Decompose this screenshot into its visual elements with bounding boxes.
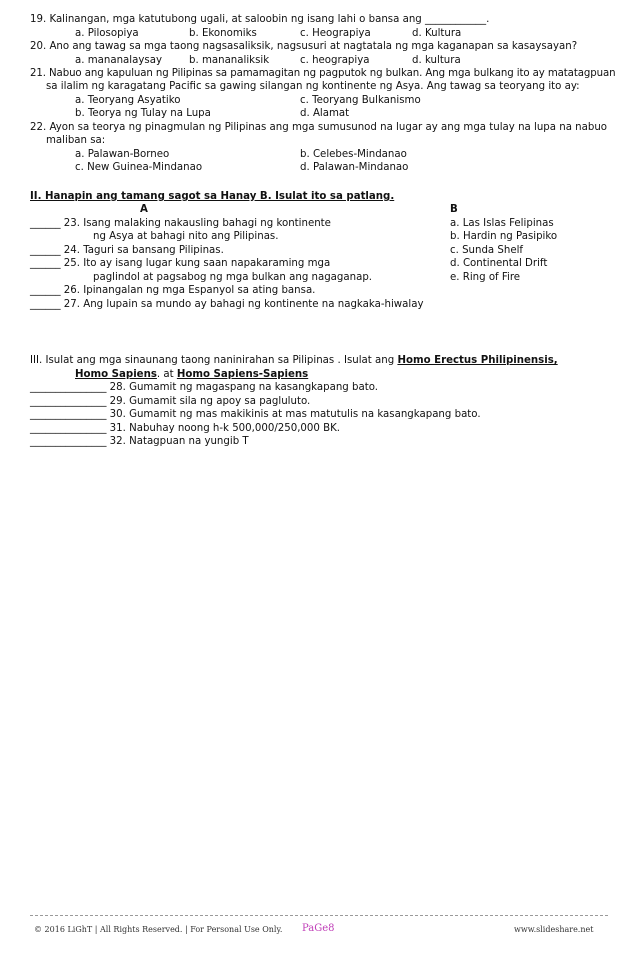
question-22-stem-line1: 22. Ayon sa teorya ng pinagmulan ng Pilipinas ang mga sumusunod na lugar ay ang mga tulay na lupa na nabuo [30,122,608,133]
answer-choice-e: e. Ring of Fire [450,272,521,283]
q22-choice-a: a. Palawan-Borneo [75,149,170,160]
part-3-intro: III. Isulat ang mga sinaunang taong naninirahan sa Pilipinas . Isulat ang [30,355,398,366]
answer-choice-b: b. Hardin ng Pasipiko [450,231,558,242]
answer-choice-c: c. Sunda Shelf [450,245,524,256]
q20-choice-c: c. heograpiya [300,55,370,66]
q22-choice-b: b. Celebes-Mindanao [300,149,407,160]
footer-source: www.slideshare.net [514,925,594,934]
part-2-title: II. Hanapin ang tamang sagot sa Hanay B. Isulat ito sa patlang. [30,191,395,202]
matching-item-23-cont: ng Asya at bahagi nito ang Pilipinas. [93,231,279,242]
q20-choice-b: b. mananaliksik [189,55,270,66]
q19-choice-b: b. Ekonomiks [189,28,257,39]
question-21-stem-line1: 21. Nabuo ang kapuluan ng Pilipinas sa pamamagitan ng pagputok ng bulkan. Ang mga bulkang ito ay matatagpuan [30,68,616,79]
question-21-stem-line2: sa ilalim ng karagatang Pacific sa gawing silangan ng kontinente ng Asya. Ang tawag sa teoryang ito ay: [46,81,580,92]
q22-choice-c: c. New Guinea-Mindanao [75,162,203,173]
matching-item-25-cont: paglindol at pagsabog ng mga bulkan ang nagaganap. [93,272,373,283]
matching-item-27: ______ 27. Ang lupain sa mundo ay bahagi ng kontinente na nagkaka-hiwalay [30,299,424,310]
part-3-instructions [30,354,558,367]
matching-item-25: ______ 25. Ito ay isang lugar kung saan napakaraming mga [30,258,331,269]
fill-item-31: _______________ 31. Nabuhay noong h-k 500,000/250,000 BK. [30,423,341,434]
q21-choice-d: d. Alamat [300,108,350,119]
matching-item-24: ______ 24. Taguri sa bansang Pilipinas. [30,245,224,256]
question-22-stem-line2: maliban sa: [46,135,106,146]
answer-choice-d: d. Continental Drift [450,258,548,269]
column-a-heading: A [140,204,148,215]
fill-item-28: _______________ 28. Gumamit ng magaspang na kasangkapang bato. [30,382,379,393]
page-number-label: PaGe8 [302,923,335,934]
q21-choice-b: b. Teorya ng Tulay na Lupa [75,108,211,119]
fill-item-30: _______________ 30. Gumamit ng mas makikinis at mas matutulis na kasangkapang bato. [30,409,481,420]
term-homo-erectus: Homo Erectus Philipinensis, [397,355,558,366]
q20-choice-a: a. mananalaysay [75,55,162,66]
q21-choice-a: a. Teoryang Asyatiko [75,95,181,106]
question-20-stem: 20. Ano ang tawag sa mga taong nagsasaliksik, nagsusuri at nagtatala ng mga kaganapan sa kasaysayan? [30,41,578,52]
q19-choice-a: a. Pilosopiya [75,28,139,39]
matching-item-26: ______ 26. Ipinangalan ng mga Espanyol sa ating bansa. [30,285,316,296]
term-homo-sapiens: Homo Sapiens [75,369,157,380]
matching-item-23: ______ 23. Isang malaking nakausling bahagi ng kontinente [30,218,331,229]
q19-choice-d: d. Kultura [412,28,462,39]
fill-item-29: _______________ 29. Gumamit sila ng apoy sa pagluluto. [30,396,311,407]
q22-choice-d: d. Palawan-Mindanao [300,162,409,173]
q19-choice-c: c. Heograpiya [300,28,371,39]
q20-choice-d: d. kultura [412,55,461,66]
footer-page-number [302,924,335,934]
term-homo-sapiens-sapiens: Homo Sapiens-Sapiens [176,369,309,380]
footer-copyright: © 2016 LiGhT | All Rights Reserved. | For Personal Use Only. [34,925,283,934]
term-separator: . at [156,369,177,380]
question-19-stem: 19. Kalinangan, mga katutubong ugali, at saloobin ng isang lahi o bansa ang ____________. [30,14,490,25]
footer-divider [30,915,608,916]
column-b-heading: B [450,204,458,215]
fill-item-32: _______________ 32. Natagpuan na yungib T [30,436,249,447]
part-3-instructions-cont [75,368,308,381]
answer-choice-a: a. Las Islas Felipinas [450,218,554,229]
q21-choice-c: c. Teoryang Bulkanismo [300,95,421,106]
